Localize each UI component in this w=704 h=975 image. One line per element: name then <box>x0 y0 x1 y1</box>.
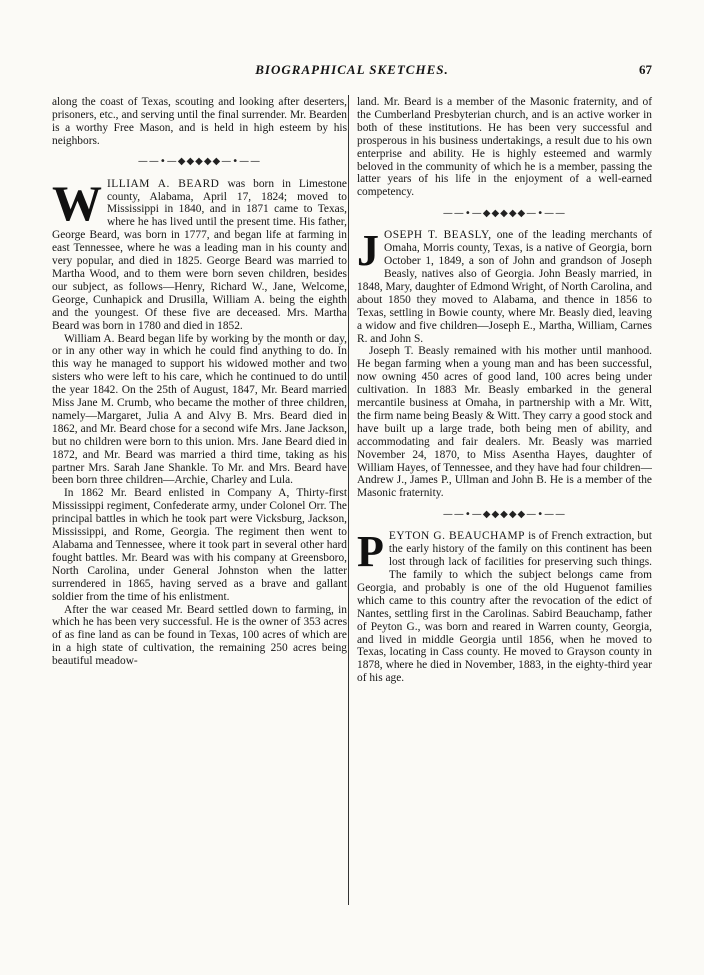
page-title: BIOGRAPHICAL SKETCHES. <box>255 62 449 77</box>
beard-paragraph-2: William A. Beard began life by working by the month or day, or in any other way in which he could find anything to do. In this way he managed to support his widowed mother and two sisters who were left to his care, which he continued to do until the year 1842. On the 25th of August, 1847, Mr. Beard married Miss Jane M. Crumb, who became the mother of three children, namely—Margaret, Julia A and Alvy B. Mrs. Beard died in 1862, and Mr. Beard chose for a second wife Mrs. Jane Jackson, but no children were born to this union. Mrs. Jane Beard died in 1872, and Mr. Beard was married a third time, taking as his partner Mrs. Sarah Jane Shankle. To Mr. and Mrs. Beard have been born three children—Archie, Charley and Lula. <box>52 332 347 487</box>
beasly-name-lead: OSEPH T. BEASLY, <box>384 229 492 242</box>
bearden-closing-paragraph: along the coast of Texas, scouting and looking after deserters, prisoners, etc., and serving until the final surrender. Mr. Bearden is a worthy Free Mason, and is held in high esteem by his neighbors. <box>52 96 347 147</box>
beasly-paragraph-1-text: one of the leading merchants of Omaha, Morris county, Texas, is a native of Georgia, born October 1, 1849, a son of John and grandson of Joseph Beasly, natives also of Georgia. John Beasly married, in 1848, Mary, daughter of Edmond Wright, of North Carolina, and about 1850 they moved to Alabama, and thence in 1856 to Texas, settling in Bowie county, where Mr. Beasly died, leaving a widow and five children—Joseph E., Martha, William, Carnes R. and John S. <box>357 229 652 345</box>
drop-cap-j: J <box>357 229 379 276</box>
drop-cap-p: P <box>357 530 384 577</box>
drop-cap-w: W <box>52 177 102 231</box>
left-column <box>52 96 347 668</box>
beasly-biography <box>357 229 652 500</box>
beard-paragraph-4: After the war ceased Mr. Beard settled down to farming, in which he has been very successful. He is the owner of 353 acres of as fine land as can be found in Texas, 100 acres of which are in a high state of cultivation, the remaining 250 acres being beautiful meadow- <box>52 603 347 668</box>
page-number: 67 <box>639 62 652 77</box>
ornament-separator: ——•—◆◆◆◆◆—•—— <box>442 207 567 219</box>
beauchamp-name-lead: EYTON G. BEAUCHAMP <box>388 530 525 543</box>
beard-paragraph-1-text: was born in Limestone county, Alabama, April 17, 1824; moved to Mississippi in 1840, and in 1871 came to Texas, where he has lived until the present time. His father, George Beard, was born in 1777, and began life at farming in east Tennessee, where he was a leading man in his county and very popular, and died in 1825. George Beard was married to Martha Wood, and to them were born seven children, besides our subject, as follows—Henry, Richard W., Jane, Welcome, George, Cunhapick and Drusilla, William A. being the eighth and the youngest. Of these five are deceased. Mrs. Martha Beard was born in 1780 and died in 1852. <box>52 177 347 332</box>
beard-name-lead: ILLIAM A. BEARD <box>107 177 220 190</box>
beasly-paragraph-2: Joseph T. Beasly remained with his mother until manhood. He began farming when a young man and has been successful, now owning 450 acres of good land, 100 acres being under cultivation. In 1883 Mr. Beasly embarked in the general mercantile business at Omaha, in partnership with a Mr. Witt, the firm name being Beasly & Witt. They carry a good stock and have built up a large trade, both being men of ability, and accommodating and fair dealers. Mr. Beasly was married November 24, 1870, to Miss Asentha Hayes, daughter of William Hayes, of Tennessee, and they have had four children—Andrew J., James P., Ullman and John B. He is a member of the Masonic fraternity. <box>357 345 652 500</box>
beauchamp-paragraph-1 <box>357 530 652 685</box>
beauchamp-paragraph-1-text: is of French extraction, but the early history of the family on this continent has been lost through lack of facilities for preserving such things. The family to which the subject belongs came from Georgia, and probably is one of the old Huguenot families which came to this country after the revocation of the edict of Nantes, settling first in the Carolinas. Sabird Beauchamp, father of Peyton G., was born and reared in Warren county, Georgia, and lived in middle Georgia until 1856, when he moved to Texas, locating in Cass county. He moved to Grayson county in 1878, where he died in November, 1883, in the eighty-third year of his age. <box>357 530 652 685</box>
beard-paragraph-3: In 1862 Mr. Beard enlisted in Company A, Thirty-first Mississippi regiment, Confederate army, under Colonel Orr. The principal battles in which he took part were Vicksburg, Jackson, Mississippi, and Rome, Georgia. The regiment then went to Alabama and Tennessee, where it took part in several other hard fought battles. Mr. Beard was with his company at Greensboro, North Carolina, under General Johnston when the latter surrendered in 1865, having served as a brave and gallant soldier from the time of his enlistment. <box>52 487 347 603</box>
column-divider <box>348 95 349 905</box>
beasly-paragraph-1 <box>357 229 652 345</box>
beauchamp-biography <box>357 530 652 685</box>
beard-biography <box>52 178 347 668</box>
ornament-separator: ——•—◆◆◆◆◆—•—— <box>137 156 262 168</box>
running-head <box>52 62 652 82</box>
right-column <box>357 96 652 685</box>
beard-paragraph-1 <box>52 178 347 333</box>
beard-continuation: land. Mr. Beard is a member of the Masonic fraternity, and of the Cumberland Presbyterian church, and is an active worker in both of these institutions. He has been very successful and prosperous in his business undertakings, a result due to his own enterprise and ability. He is highly esteemed and warmly beloved in the community of which he is a member, passing the latter years of his life in the enjoyment of a well-earned competency. <box>357 96 652 199</box>
ornament-separator: ——•—◆◆◆◆◆—•—— <box>442 508 567 520</box>
